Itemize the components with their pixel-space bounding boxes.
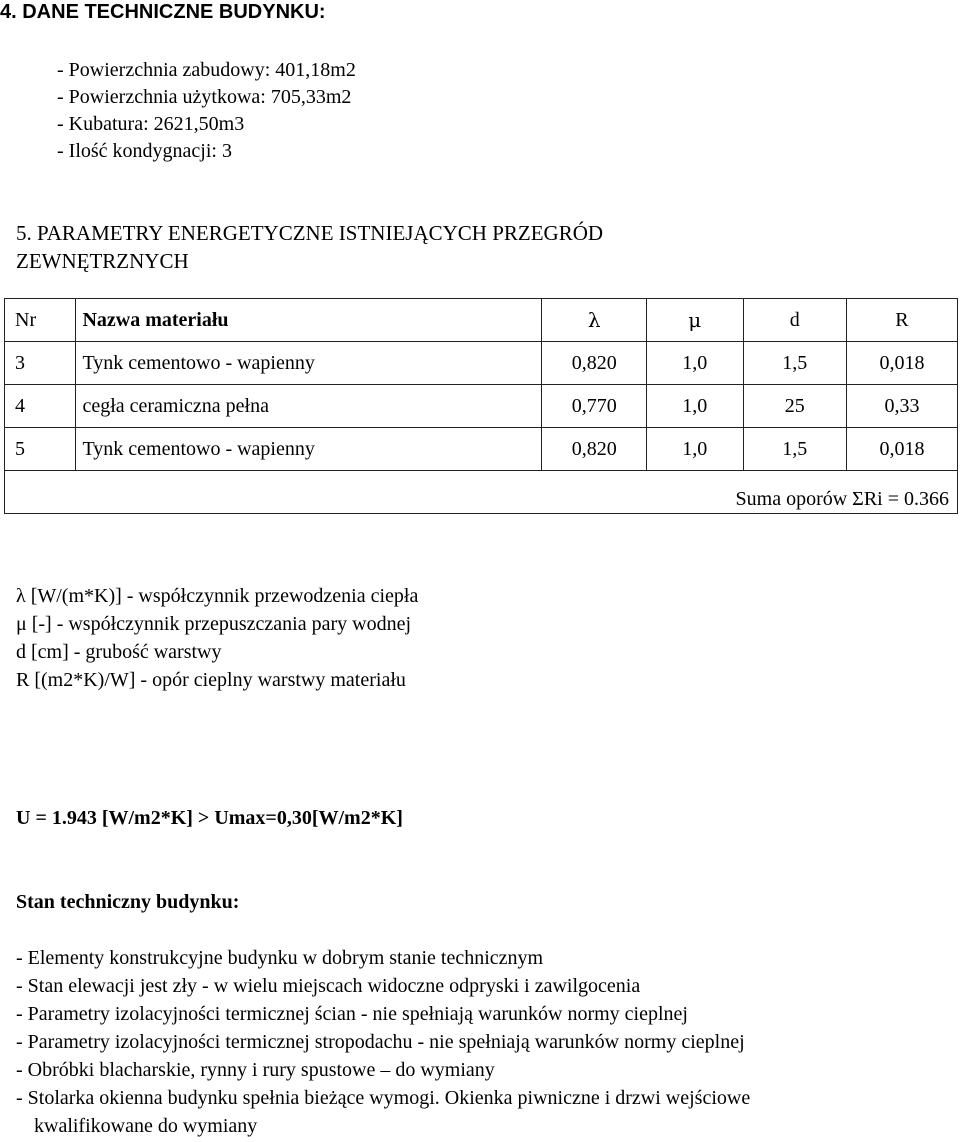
table-sum-row: [5, 471, 958, 514]
section-5-heading-line2: ZEWNĘTRZNYCH: [16, 249, 189, 273]
table-header-row: [5, 299, 958, 342]
header-d: d: [743, 299, 846, 342]
table-row: [5, 342, 958, 385]
table-row: [5, 385, 958, 428]
section-5-heading-line1: 5. PARAMETRY ENERGETYCZNE ISTNIEJĄCYCH PRZEGRÓD: [16, 221, 604, 245]
header-r: R: [846, 299, 957, 342]
cell-nr: 4: [5, 385, 76, 428]
building-data-list: [57, 58, 356, 166]
list-item: - Elementy konstrukcyjne budynku w dobrym stanie technicznym: [16, 947, 544, 969]
cell-mu: 1,0: [646, 428, 743, 471]
list-item: - Powierzchnia użytkowa: 705,33m2: [57, 86, 352, 108]
list-item: - Obróbki blacharskie, rynny i rury spustowe – do wymiany: [16, 1059, 495, 1081]
legend-item: d [cm] - grubość warstwy: [16, 641, 222, 663]
list-item: - Parametry izolacyjności termicznej stropodachu - nie spełniają warunków normy cieplnej: [16, 1031, 745, 1053]
sum-of-resistances: Suma oporów ΣRi = 0.366: [5, 471, 958, 514]
list-item: - Stan elewacji jest zły - w wielu miejscach widoczne odpryski i zawilgocenia: [16, 975, 641, 997]
header-material-name: Nazwa materiału: [76, 299, 542, 342]
cell-name: cegła ceramiczna pełna: [76, 385, 542, 428]
cell-lambda: 0,820: [542, 342, 646, 385]
table-row: [5, 428, 958, 471]
cell-name: Tynk cementowo - wapienny: [76, 342, 542, 385]
section-5-heading: [16, 219, 603, 275]
cell-mu: 1,0: [646, 385, 743, 428]
list-item: - Powierzchnia zabudowy: 401,18m2: [57, 59, 356, 81]
cell-name: Tynk cementowo - wapienny: [76, 428, 542, 471]
cell-d: 25: [743, 385, 846, 428]
technical-condition-list: [16, 946, 750, 1142]
list-item: - Kubatura: 2621,50m3: [57, 113, 245, 135]
cell-mu: 1,0: [646, 342, 743, 385]
cell-d: 1,5: [743, 428, 846, 471]
header-mu: μ: [646, 299, 743, 342]
legend-item: μ [-] - współczynnik przepuszczania pary wodnej: [16, 613, 412, 635]
cell-nr: 5: [5, 428, 76, 471]
cell-lambda: 0,820: [542, 428, 646, 471]
symbol-legend: [16, 584, 418, 696]
cell-r: 0,018: [846, 428, 957, 471]
header-lambda: λ: [542, 299, 646, 342]
cell-d: 1,5: [743, 342, 846, 385]
cell-lambda: 0,770: [542, 385, 646, 428]
list-item-continuation: kwalifikowane do wymiany: [34, 1115, 258, 1137]
list-item: - Stolarka okienna budynku spełnia bieżące wymogi. Okienka piwniczne i drzwi wejściowe: [16, 1087, 751, 1109]
header-nr: Nr: [5, 299, 76, 342]
legend-item: λ [W/(m*K)] - współczynnik przewodzenia ciepła: [16, 585, 419, 607]
technical-condition-title: Stan techniczny budynku:: [16, 891, 240, 913]
list-item: - Ilość kondygnacji: 3: [57, 140, 232, 162]
legend-item: R [(m2*K)/W] - opór cieplny warstwy materiału: [16, 669, 406, 691]
u-value-statement: U = 1.943 [W/m2*K] > Umax=0,30[W/m2*K]: [16, 807, 403, 829]
materials-table: [4, 298, 958, 514]
section-4-heading: 4. DANE TECHNICZNE BUDYNKU:: [0, 1, 326, 23]
cell-nr: 3: [5, 342, 76, 385]
cell-r: 0,33: [846, 385, 957, 428]
cell-r: 0,018: [846, 342, 957, 385]
list-item: - Parametry izolacyjności termicznej ścian - nie spełniają warunków normy cieplnej: [16, 1003, 688, 1025]
